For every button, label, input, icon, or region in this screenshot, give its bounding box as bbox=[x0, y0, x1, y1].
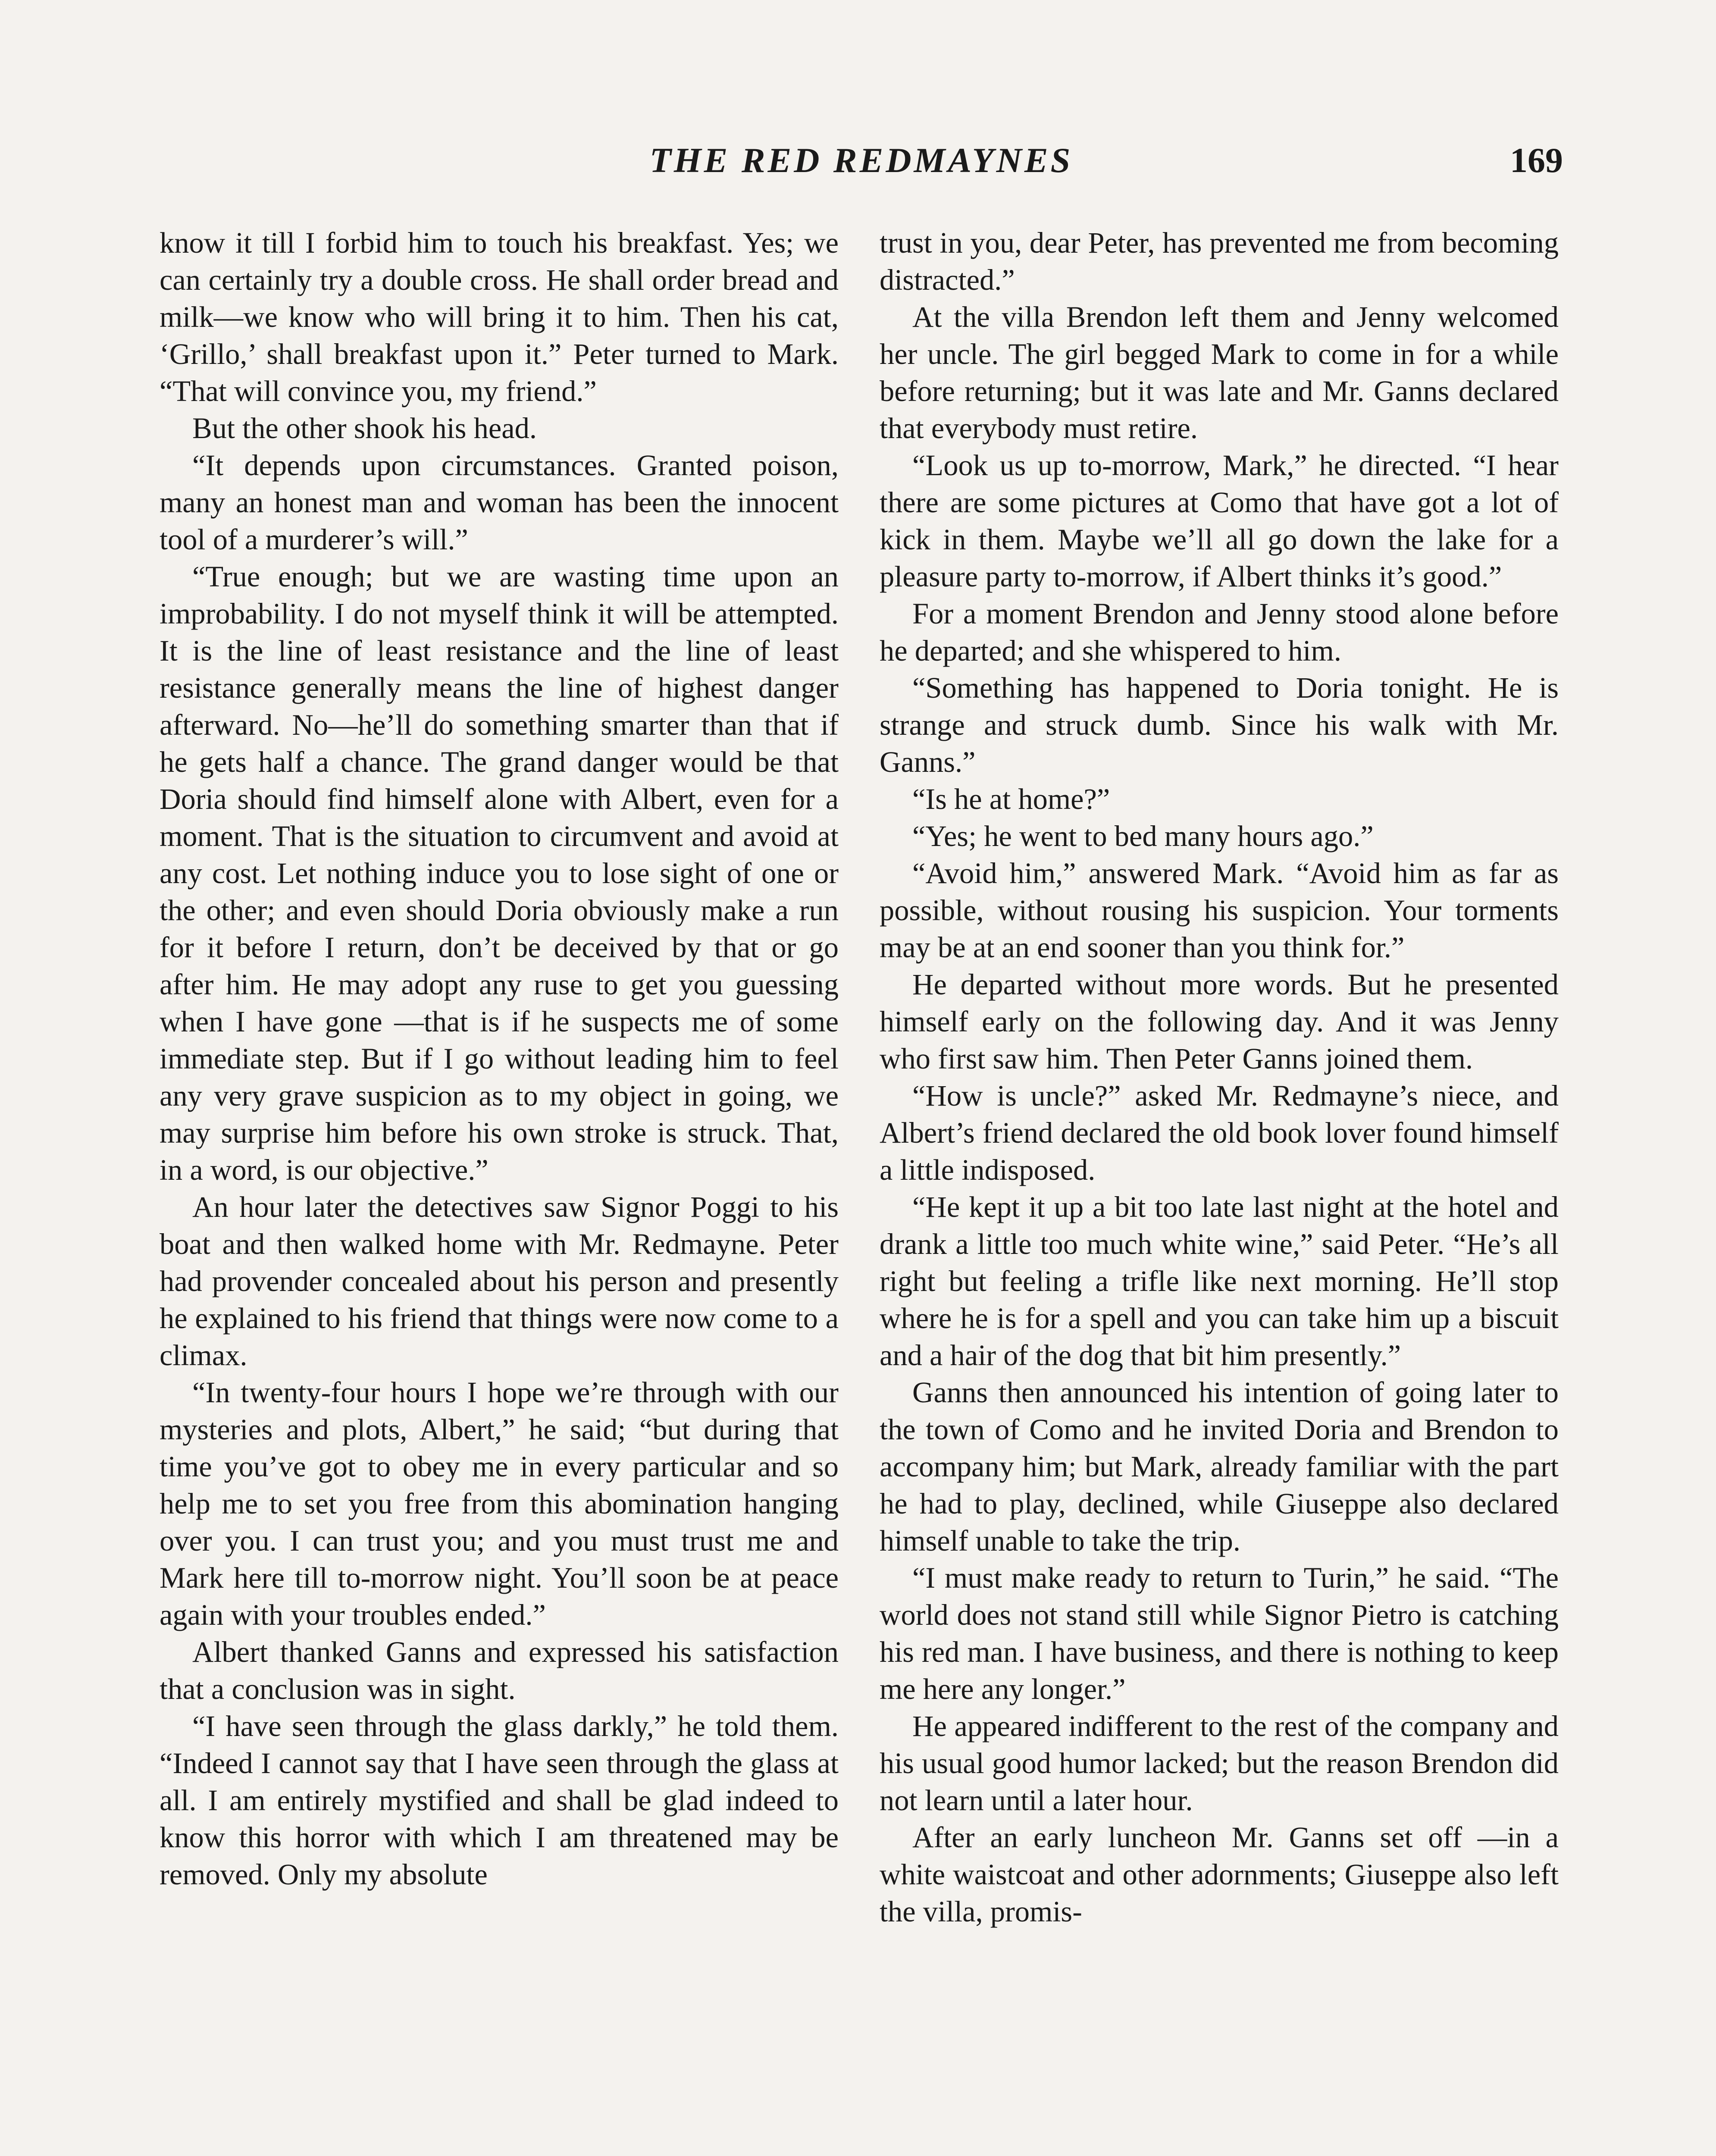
paragraph: But the other shook his head. bbox=[192, 412, 537, 445]
paragraph: “Is he at home?” bbox=[912, 783, 1110, 815]
page-number: 169 bbox=[1510, 141, 1563, 180]
paragraph: “It depends upon circumstances. Granted poison, many an honest man and woman has been the innocent tool of a murderer’s will.” bbox=[160, 449, 839, 556]
right-column bbox=[880, 224, 1559, 2156]
paragraph: After an early luncheon Mr. Ganns set off —in a white waistcoat and other adornments; Giuseppe also left the villa, promis- bbox=[880, 1821, 1559, 1928]
running-title: THE RED REDMAYNES bbox=[649, 141, 1073, 180]
left-column bbox=[160, 224, 839, 2156]
paragraph: Ganns then announced his intention of going later to the town of Como and he invited Doria and Brendon to accompany him; but Mark, already familiar with the part he had to play, declined, while Giuseppe also declared himself unable to take the trip. bbox=[880, 1376, 1559, 1557]
paragraph: trust in you, dear Peter, has prevented me from becoming distracted.” bbox=[880, 226, 1559, 296]
paragraph: “I must make ready to return to Turin,” he said. “The world does not stand still while Signor Pietro is catching his red man. I have business, and there is nothing to keep me here any longer.” bbox=[880, 1561, 1559, 1705]
paragraph: Albert thanked Ganns and expressed his satisfaction that a conclusion was in sight. bbox=[160, 1636, 839, 1705]
paragraph: “True enough; but we are wasting time upon an improbability. I do not myself think it will be attempted. It is the line of least resistance and the line of least resistance generally means the line of highest danger afterward. No—he’ll do something smarter than that if he gets half a chance. The grand danger would be that Doria should find himself alone with Albert, even for a moment. That is the situation to circumvent and avoid at any cost. Let nothing induce you to lose sight of one or the other; and even should Doria obviously make a run for it before I return, don’t be deceived by that or go after him. He may adopt any ruse to get you guessing when I have gone —that is if he suspects me of some immediate step. But if I go without leading him to feel any very grave suspicion as to my object in going, we may surprise him before his own stroke is struck. That, in a word, is our objective.” bbox=[160, 560, 839, 1186]
paragraph: He departed without more words. But he presented himself early on the following day. And it was Jenny who first saw him. Then Peter Ganns joined them. bbox=[880, 968, 1559, 1075]
paragraph: “I have seen through the glass darkly,” he told them. “Indeed I cannot say that I have seen through the glass at all. I am entirely mystified and shall be glad indeed to know this horror with which I am threatened may be removed. Only my absolute bbox=[160, 1710, 839, 1891]
paragraph: “In twenty-four hours I hope we’re through with our mysteries and plots, Albert,” he said; “but during that time you’ve got to obey me in every particular and so help me to set you free from this abomination hanging over you. I can trust you; and you must trust me and Mark here till to-morrow night. You’ll soon be at peace again with your troubles ended.” bbox=[160, 1376, 839, 1631]
page-header bbox=[160, 140, 1563, 188]
paragraph: “Something has happened to Doria tonight. He is strange and struck dumb. Since his walk with Mr. Ganns.” bbox=[880, 671, 1559, 778]
paragraph: For a moment Brendon and Jenny stood alone before he departed; and she whispered to him. bbox=[880, 597, 1559, 667]
paragraph: “Look us up to-morrow, Mark,” he directed. “I hear there are some pictures at Como that have got a lot of kick in them. Maybe we’ll all go down the lake for a pleasure party to-morrow, if Albert thinks it’s good.” bbox=[880, 449, 1559, 593]
paragraph: “How is uncle?” asked Mr. Redmayne’s niece, and Albert’s friend declared the old book lover found himself a little indisposed. bbox=[880, 1079, 1559, 1186]
paragraph: He appeared indifferent to the rest of the company and his usual good humor lacked; but the reason Brendon did not learn until a later hour. bbox=[880, 1710, 1559, 1817]
paragraph: “Avoid him,” answered Mark. “Avoid him as far as possible, without rousing his suspicion. Your torments may be at an end sooner than you think for.” bbox=[880, 857, 1559, 964]
paragraph: An hour later the detectives saw Signor Poggi to his boat and then walked home with Mr. Redmayne. Peter had provender concealed about his person and presently he explained to his friend that things were now come to a climax. bbox=[160, 1191, 839, 1372]
paragraph: know it till I forbid him to touch his breakfast. Yes; we can certainly try a double cross. He shall order bread and milk—we know who will bring it to him. Then his cat, ‘Grillo,’ shall breakfast upon it.” Peter turned to Mark. “That will convince you, my friend.” bbox=[160, 226, 839, 407]
paragraph: At the villa Brendon left them and Jenny welcomed her uncle. The girl begged Mark to come in for a while before returning; but it was late and Mr. Ganns declared that everybody must retire. bbox=[880, 301, 1559, 445]
paragraph: “He kept it up a bit too late last night at the hotel and drank a little too much white wine,” said Peter. “He’s all right but feeling a trifle like next morning. He’ll stop where he is for a spell and you can take him up a biscuit and a hair of the dog that bit him presently.” bbox=[880, 1191, 1559, 1372]
paragraph: “Yes; he went to bed many hours ago.” bbox=[912, 820, 1374, 852]
